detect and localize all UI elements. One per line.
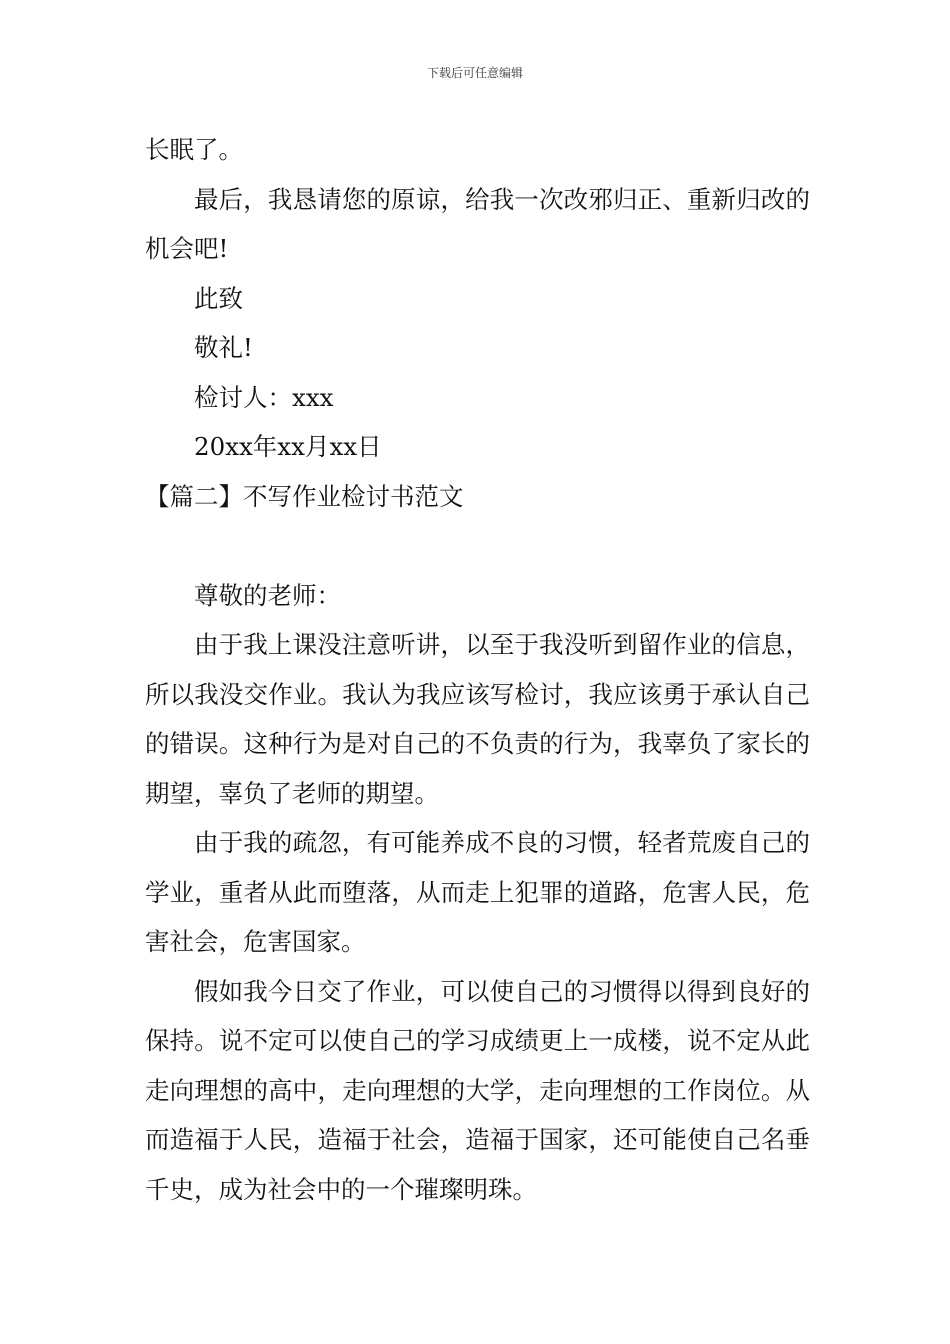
document-body	[145, 125, 810, 1214]
signature-line: 检讨人：xxx	[194, 382, 334, 412]
paragraph-apology: 最后，我恳请您的原谅，给我一次改邪归正、重新归改的机会吧!	[145, 184, 810, 263]
section-heading: 【篇二】不写作业检讨书范文	[145, 481, 464, 511]
blank-line	[145, 521, 810, 571]
paragraph-reason: 由于我上课没注意听讲，以至于我没听到留作业的信息，所以我没交作业。我认为我应该写检讨，我应该勇于承认自己的错误。这种行为是对自己的不负责的行为，我辜负了家长的期望，辜负了老师的期望。	[145, 630, 810, 808]
closing-regards: 敬礼!	[194, 333, 253, 362]
letter-salutation: 尊敬的老师：	[194, 580, 341, 610]
closing-salutation: 此致	[194, 283, 243, 313]
page-header: 下载后可任意编辑	[426, 66, 523, 80]
paragraph-consequence: 由于我的疏忽，有可能养成不良的习惯，轻者荒废自己的学业，重者从此而堕落，从而走上犯罪的道路，危害人民，危害社会，危害国家。	[145, 828, 810, 956]
paragraph-continuation: 长眠了。	[145, 135, 243, 164]
paragraph-hypothetical: 假如我今日交了作业，可以使自己的习惯得以得到良好的保持。说不定可以使自己的学习成绩更上一成楼，说不定从此走向理想的高中，走向理想的大学，走向理想的工作岗位。从而造福于人民，造福于社会，造福于国家，还可能使自己名垂千史，成为社会中的一个璀璨明珠。	[145, 976, 810, 1204]
date-line: 20xx年xx月xx日	[194, 432, 382, 461]
